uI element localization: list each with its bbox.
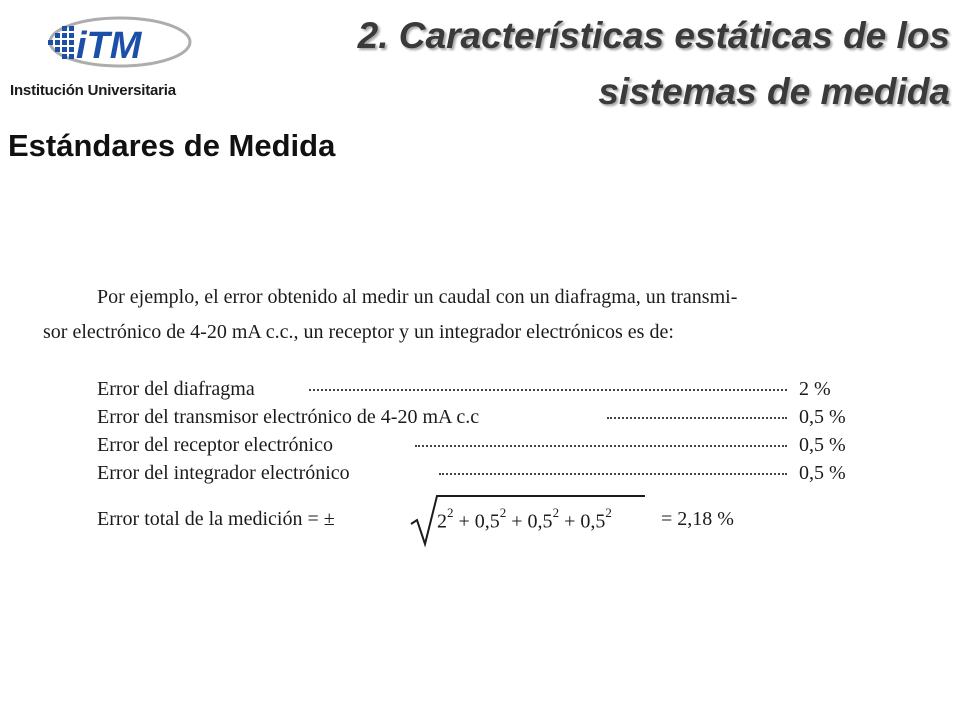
error-label: Error del diafragma: [97, 378, 255, 400]
error-row-integrador: [97, 462, 865, 488]
itm-wordmark: iTM: [76, 25, 142, 67]
radicand: $2^2 + 0,5^2 + 0,5^2 + 0,5^2$: [437, 505, 612, 533]
error-row-diafragma: [97, 378, 865, 404]
total-result: = 2,18 %: [661, 508, 734, 530]
dot-leader: [439, 473, 787, 475]
error-label: Error del receptor electrónico: [97, 434, 333, 456]
slide-title: [270, 8, 950, 120]
dot-leader: [309, 389, 787, 391]
section-subtitle: Estándares de Medida: [8, 128, 336, 163]
error-value: 2 %: [799, 378, 831, 400]
error-label: Error del transmisor electrónico de 4-20 mA c.c: [97, 406, 480, 428]
error-row-transmisor: [97, 406, 865, 432]
error-label: Error del integrador electrónico: [97, 462, 350, 484]
dot-leader: [415, 445, 787, 447]
intro-line-2: sor electrónico de 4-20 mA c.c., un receptor y un integrador electrónicos es de:: [43, 321, 674, 343]
error-value: 0,5 %: [799, 462, 846, 484]
slide-title-line-2: sistemas de medida: [598, 71, 950, 112]
error-value: 0,5 %: [799, 406, 846, 428]
error-value: 0,5 %: [799, 434, 846, 456]
itm-logo-mark: [10, 12, 210, 82]
itm-logo: [10, 12, 210, 112]
dot-leader: [607, 417, 787, 419]
logo-subtext: Institución Universitaria: [10, 82, 176, 99]
error-row-receptor: [97, 434, 865, 460]
slide-title-line-1: 2. Características estáticas de los: [357, 15, 950, 56]
total-label: Error total de la medición = ±: [97, 508, 335, 530]
intro-line-1: Por ejemplo, el error obtenido al medir un caudal con un diafragma, un transmi-: [97, 286, 738, 308]
